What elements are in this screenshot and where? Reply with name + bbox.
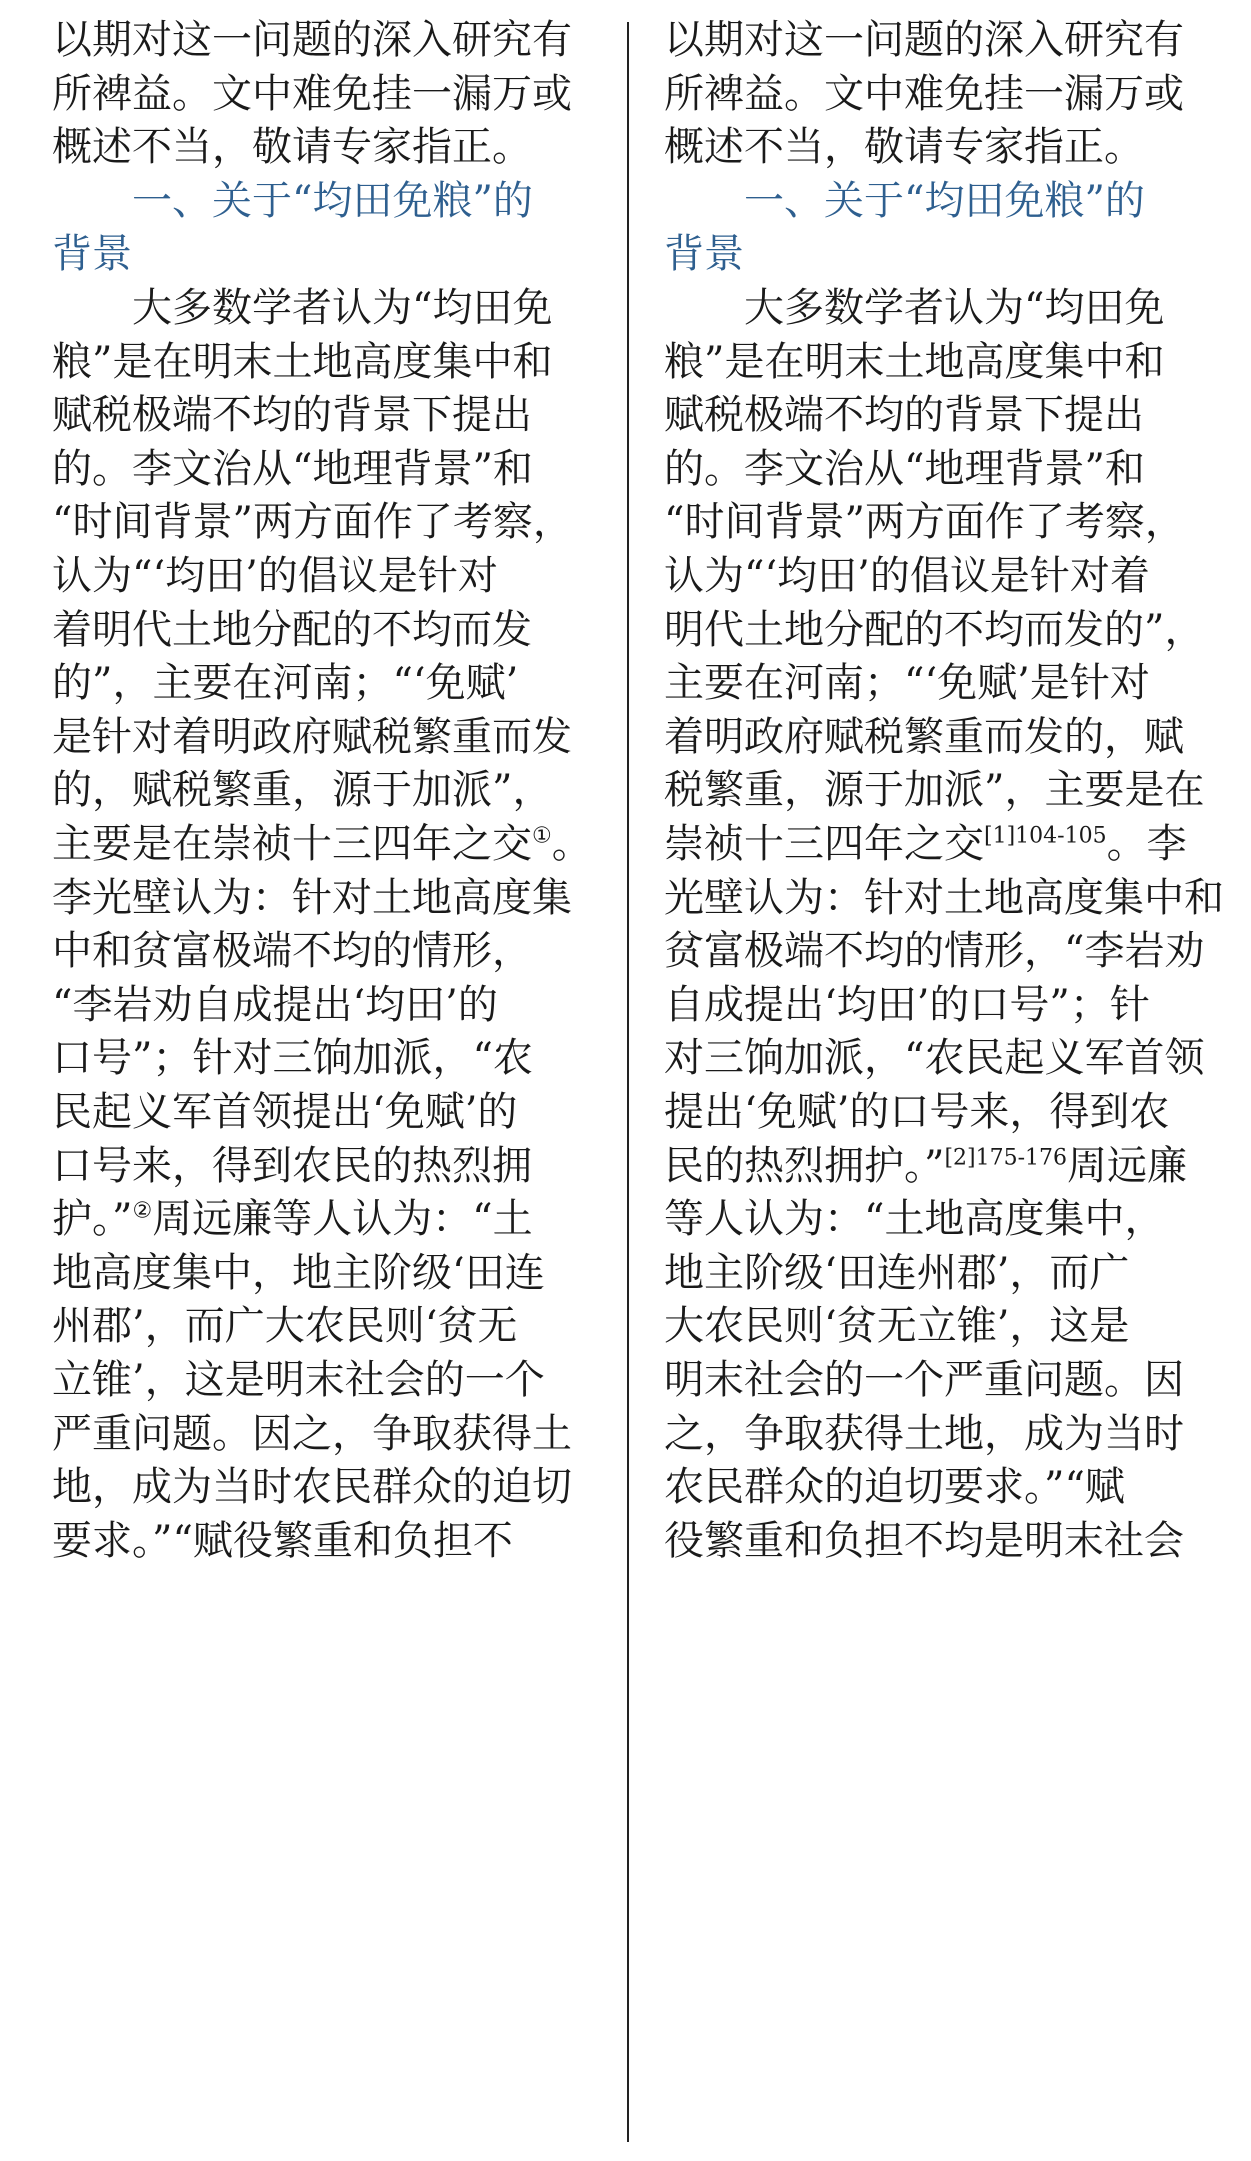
line-text: 大多数学者认为“均田免 — [52, 285, 553, 331]
line-text: 以期对这一问题的深入研究有 — [52, 17, 572, 63]
line-text: 中和贫富极端不均的情形， — [52, 928, 532, 975]
line-text: 提出‘免赋’的口号来，得到农 — [664, 1089, 1170, 1135]
line-text: 所裨益。文中难免挂一漏万或 — [664, 70, 1184, 117]
footnote-marker: [2]175-176 — [944, 1145, 1068, 1171]
line-text: 主要是在崇祯十三四年之交 — [52, 821, 532, 867]
line-text: 背景 — [52, 231, 132, 278]
line-text: 等人认为：“土地高度集中， — [664, 1196, 1165, 1243]
line-text: “时间背景”两方面作了考察， — [52, 499, 573, 546]
line-text: 一、关于“均田免粮”的 — [52, 177, 533, 224]
line-text: 认为“‘均田’的倡议是针对着 — [664, 553, 1150, 599]
line-text: 州郡’，而广大农民则‘贫无 — [52, 1303, 518, 1350]
line-text: 的，赋税繁重，源于加派”， — [52, 767, 553, 814]
line-text: 自成提出‘均田’的口号”；针 — [664, 981, 1150, 1028]
line-text: 粮”是在明末土地高度集中和 — [52, 338, 553, 385]
line-text: 立锥’，这是明末社会的一个 — [52, 1357, 545, 1403]
text-line — [52, 1504, 612, 1578]
line-text: 着明政府赋税繁重而发的，赋 — [664, 713, 1184, 760]
line-text: 地主阶级‘田连州郡’，而广 — [664, 1249, 1130, 1296]
line-text: 的。李文治从“地理背景”和 — [52, 445, 533, 492]
line-text: 概述不当，敬请专家指正。 — [52, 124, 532, 171]
line-text: “时间背景”两方面作了考察， — [664, 499, 1185, 546]
line-text: “李岩劝自成提出‘均田’的 — [52, 981, 498, 1028]
line-text: 明末社会的一个严重问题。因 — [664, 1357, 1184, 1403]
line-text: 的。李文治从“地理背景”和 — [664, 445, 1145, 492]
line-text: 认为“‘均田’的倡议是针对 — [52, 553, 498, 599]
line-text-continued: 周远廉 — [1067, 1142, 1188, 1189]
line-text: 对三饷加派，“农民起义军首领 — [664, 1035, 1205, 1082]
line-text: 口号来，得到农民的热烈拥 — [52, 1142, 532, 1189]
column-divider — [627, 22, 629, 2142]
line-text: 着明代土地分配的不均而发 — [52, 606, 532, 653]
text-line — [664, 1504, 1224, 1578]
line-text: 李光壁认为：针对土地高度集 — [52, 874, 572, 921]
line-text: 一、关于“均田免粮”的 — [664, 177, 1145, 224]
line-text: 的”，主要在河南；“‘免赋’ — [52, 660, 519, 707]
line-text: 大农民则‘贫无立锥’，这是 — [664, 1303, 1130, 1350]
line-text: 之，争取获得土地，成为当时 — [664, 1410, 1184, 1457]
line-text: 崇祯十三四年之交 — [664, 821, 984, 867]
line-text-continued: 。 — [551, 821, 592, 867]
line-text: 赋税极端不均的背景下提出 — [664, 392, 1144, 439]
line-text: 地，成为当时农民群众的迫切 — [52, 1464, 572, 1511]
line-text: 税繁重，源于加派”，主要是在 — [664, 767, 1205, 814]
line-text: 是针对着明政府赋税繁重而发 — [52, 713, 572, 760]
line-text: 役繁重和负担不均是明末社会 — [664, 1517, 1184, 1564]
line-text-continued: 周远廉等人认为：“土 — [152, 1196, 533, 1243]
line-text: 粮”是在明末土地高度集中和 — [664, 338, 1165, 385]
line-text: 背景 — [664, 231, 744, 278]
line-text: 要求。”“赋役繁重和负担不 — [52, 1517, 513, 1564]
line-text: 严重问题。因之，争取获得土 — [52, 1410, 572, 1457]
line-text: 大多数学者认为“均田免 — [664, 285, 1165, 331]
footnote-marker: ① — [532, 823, 552, 849]
line-text: 概述不当，敬请专家指正。 — [664, 124, 1144, 171]
line-text: 所裨益。文中难免挂一漏万或 — [52, 70, 572, 117]
line-text: 赋税极端不均的背景下提出 — [52, 392, 532, 439]
line-text: 明代土地分配的不均而发的”， — [664, 606, 1205, 653]
line-text: 民的热烈拥护。” — [664, 1142, 945, 1189]
footnote-marker: [1]104-105 — [984, 823, 1107, 849]
line-text: 光壁认为：针对土地高度集中和 — [664, 874, 1224, 921]
line-text-continued: 。李 — [1106, 821, 1187, 867]
line-text: 地高度集中，地主阶级‘田连 — [52, 1249, 545, 1296]
line-text: 主要在河南；“‘免赋’是针对 — [664, 660, 1150, 707]
line-text: 民起义军首领提出‘免赋’的 — [52, 1089, 518, 1135]
line-text: 以期对这一问题的深入研究有 — [664, 17, 1184, 63]
line-text: 护。” — [52, 1196, 133, 1243]
footnote-marker: ② — [132, 1198, 153, 1224]
line-text: 口号”；针对三饷加派，“农 — [52, 1035, 533, 1082]
line-text: 贫富极端不均的情形，“李岩劝 — [664, 928, 1205, 975]
line-text: 农民群众的迫切要求。”“赋 — [664, 1464, 1125, 1511]
